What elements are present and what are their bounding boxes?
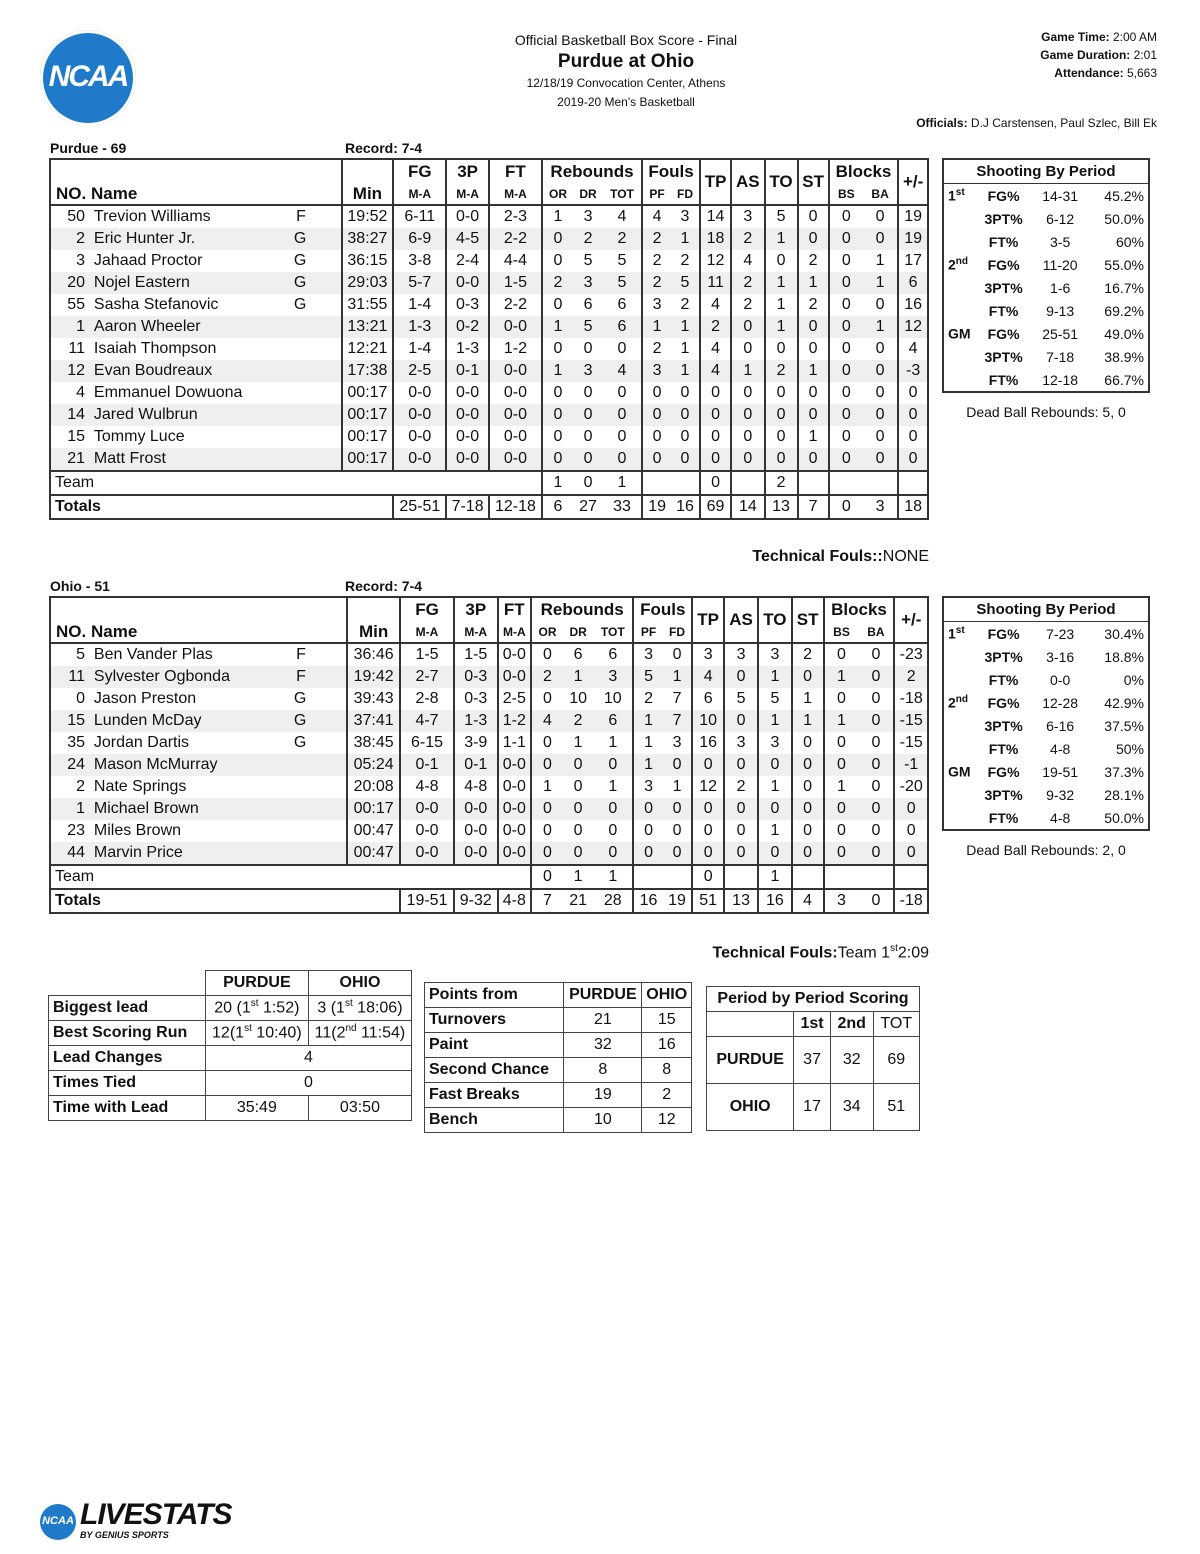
purdue-shooting-by-period: [942, 158, 1150, 393]
col-to: TO: [765, 159, 798, 205]
biggest-lead-label: Biggest lead: [49, 996, 206, 1021]
purdue-record: Record: 7-4: [345, 140, 423, 156]
player-number: 0: [76, 690, 85, 707]
attendance: 5,663: [1126, 66, 1157, 80]
ps-h1: 1st: [794, 1012, 831, 1037]
col-tp: TP: [692, 597, 724, 643]
player-row: 3 Jahaad Proctor G 36:15 3-8 2-4 4-4 0 5 5 2 2 12 4 0 2 0 1 17: [50, 250, 928, 272]
player-number: 14: [67, 406, 85, 423]
player-name: Ben Vander Plas: [93, 646, 213, 663]
col-rebounds: Rebounds: [542, 159, 642, 184]
col-plus-minus: +/-: [901, 610, 922, 629]
sbp-row: 3PT% 9-32 28.1%: [984, 786, 1144, 803]
season-line: 2019-20 Men's Basketball: [557, 95, 695, 109]
player-number: 4: [76, 384, 85, 401]
col-tp: TP: [700, 159, 731, 205]
player-position: G: [293, 712, 307, 729]
sbp-row: FT% 3-5 60%: [988, 233, 1144, 250]
player-number: 24: [67, 756, 85, 773]
ps-purdue-p1: 37: [794, 1037, 831, 1084]
player-number: 3: [76, 252, 85, 269]
gs-col-ohio: OHIO: [308, 971, 411, 996]
pf-col-ohio: OHIO: [642, 983, 692, 1008]
sbp-row: GM FG% 25-51 49.0%: [948, 325, 1144, 342]
col-ft: FT: [498, 597, 531, 622]
sbp-row: 2nd FG% 11-20 55.0%: [948, 256, 1144, 273]
col-as: AS: [724, 597, 758, 643]
team-row-label: Team: [55, 868, 95, 885]
team-row-label: Team: [55, 474, 95, 491]
player-name: Nojel Eastern: [93, 274, 190, 291]
sbp-row: FT% 4-8 50.0%: [988, 809, 1144, 826]
player-number: 21: [67, 450, 85, 467]
col-3p: 3P: [446, 159, 489, 184]
lead-changes-value: 4: [205, 1046, 411, 1071]
col-min: Min: [352, 184, 383, 203]
ps-team-purdue: PURDUE: [707, 1037, 794, 1084]
pf-col-purdue: PURDUE: [564, 983, 642, 1008]
player-name: Sasha Stefanovic: [93, 296, 219, 313]
sbp-row: FT% 0-0 0%: [988, 671, 1144, 688]
player-position: F: [296, 208, 306, 225]
player-row: 0 Jason Preston G 39:43 2-8 0-3 2-5 0 10 10 2 7 6 5 5 1 0 0 -18: [50, 688, 928, 710]
ps-ohio-p1: 17: [794, 1084, 831, 1131]
ohio-heading: Ohio - 51: [50, 578, 110, 594]
points-from-row: Bench 10 12: [425, 1108, 692, 1133]
player-number: 1: [76, 800, 85, 817]
col-st: ST: [792, 597, 824, 643]
ohio-technical-fouls: Technical Fouls:Team 1st2:09: [712, 943, 929, 962]
player-name: Sylvester Ogbonda: [93, 668, 230, 685]
player-row: 5 Ben Vander Plas F 36:46 1-5 1-5 0-0 0 6 6 3 0 3 3 3 2 0 0 -23: [50, 643, 928, 666]
ohio-box-score: Min FG 3P FT Rebounds Fouls TP AS TO ST Blocks +/- NO. Name M-A M-A M-A OR DR TOT PF FD BS BA 5 Ben Vander Plas F 36:46 1-5 1-5 0-0 0 6 6 3 0 3 3 3 2 0 0 -23 11 Sylvester Ogbonda F 19:42 2-7 0-3 0-0 2 1 3 5 1 4 0 1 0 1 0 2 0 Jason Preston G 39:43 2-8 0-3 2-5 0 10 10 2 7 6 5 5 1 0 0 -18 15 Lunden McDay G 37:41 4-7 1-3 1-2 4 2 6 1 7 10 0 1 1 1 0 -15 35 Jordan Dartis G 38:45 6-15 3-9 1-1 0 1 1 1 3 16 3 3 0 0 0 -15 24 Mason McMurray 05:24 0-1 0-1 0-0 0 0 0 1 0 0 0 0 0 0 0 -1 2 Nate Springs 20:08 4-8 4-8 0-0 1 0 1 3 1 12 2 1 0 1 0 -20 1 Michael Brown 00:17 0-0 0-0 0-0 0 0 0 0 0 0 0 0 0 0 0 0 23 Miles Brown 00:47 0-0 0-0 0-0 0 0 0 0 0 0 0 1 0 0 0 0 44 Marvin Price 00:47 0-0 0-0 0-0 0 0 0 0 0 0 0 0 0 0 0 0 Team 0 1 1 0 1 Totals 19-51 9-32 4-8 7 21 28 16 19 51 13 16 4 3 0 -18: [49, 596, 929, 914]
ohio-dead-ball: Dead Ball Rebounds: 2, 0: [966, 842, 1126, 858]
col-to: TO: [758, 597, 792, 643]
player-row: 21 Matt Frost 00:17 0-0 0-0 0-0 0 0 0 0 0 0 0 0 0 0 0 0: [50, 448, 928, 471]
col-min: Min: [359, 622, 389, 641]
player-name: Jared Wulbrun: [93, 406, 198, 423]
sbp-row: 3PT% 1-6 16.7%: [984, 279, 1144, 296]
period-scoring-wrap: [706, 986, 920, 1131]
best-run-label: Best Scoring Run: [49, 1021, 206, 1046]
player-name: Jason Preston: [93, 690, 197, 707]
player-position: F: [296, 668, 306, 685]
player-row: 44 Marvin Price 00:47 0-0 0-0 0-0 0 0 0 0 0 0 0 0 0 0 0 0: [50, 842, 928, 865]
ps-team-ohio: OHIO: [707, 1084, 794, 1131]
sbp-title: Shooting By Period: [943, 159, 1149, 184]
sbp-row: 3PT% 7-18 38.9%: [984, 348, 1144, 365]
sbp-row: FT% 4-8 50%: [988, 740, 1144, 757]
col-fouls: Fouls: [633, 597, 692, 622]
player-number: 1: [76, 318, 85, 335]
purdue-sbp-wrap: [942, 158, 1150, 393]
player-name: Aaron Wheeler: [93, 318, 201, 335]
period-scoring-title: Period by Period Scoring: [707, 987, 920, 1012]
totals-row: Totals 19-51 9-32 4-8 7 21 28 16 19 51 13 16 4 3 0 -18: [50, 889, 928, 913]
officials: Officials: D.J Carstensen, Paul Szlec, Bill Ek: [916, 116, 1157, 130]
player-name: Nate Springs: [93, 778, 187, 795]
page-title: Purdue at Ohio: [557, 51, 695, 72]
game-summary-wrap: [48, 970, 412, 1121]
player-name: Eric Hunter Jr.: [93, 230, 196, 247]
player-name: Miles Brown: [93, 822, 182, 839]
col-name: Name: [90, 184, 138, 203]
col-no: NO.: [56, 622, 87, 641]
player-number: 44: [67, 844, 85, 861]
ps-htot: TOT: [873, 1012, 919, 1037]
game-summary-table: [48, 970, 412, 1121]
player-number: 11: [68, 668, 85, 685]
player-number: 12: [67, 362, 85, 379]
player-row: 15 Lunden McDay G 37:41 4-7 1-3 1-2 4 2 6 1 7 10 0 1 1 1 0 -15: [50, 710, 928, 732]
player-row: 1 Aaron Wheeler 13:21 1-3 0-2 0-0 1 5 6 1 1 2 0 1 0 0 1 12: [50, 316, 928, 338]
ps-h2: 2nd: [830, 1012, 873, 1037]
col-fouls: Fouls: [642, 159, 700, 184]
col-name: Name: [90, 622, 138, 641]
col-fg: FG: [393, 159, 446, 184]
col-blocks: Blocks: [824, 597, 895, 622]
purdue-box-wrap: [49, 158, 929, 520]
player-row: 2 Eric Hunter Jr. G 38:27 6-9 4-5 2-2 0 2 2 2 1 18 2 1 0 0 0 19: [50, 228, 928, 250]
points-from-row: Second Chance 8 8: [425, 1058, 692, 1083]
player-row: 1 Michael Brown 00:17 0-0 0-0 0-0 0 0 0 0 0 0 0 0 0 0 0 0: [50, 798, 928, 820]
sbp-row: 3PT% 6-16 37.5%: [984, 717, 1144, 734]
player-name: Lunden McDay: [93, 712, 202, 729]
player-number: 50: [67, 208, 85, 225]
livestats-sub: BY GENIUS SPORTS: [80, 1530, 169, 1540]
ps-purdue-tot: 69: [873, 1037, 919, 1084]
player-position: G: [293, 230, 307, 247]
player-name: Marvin Price: [93, 844, 183, 861]
points-from-wrap: [424, 982, 692, 1133]
time-lead-label: Time with Lead: [49, 1096, 206, 1121]
player-number: 2: [76, 230, 85, 247]
player-name: Matt Frost: [93, 450, 166, 467]
ncaa-logo: NCAA: [40, 30, 136, 126]
player-row: 35 Jordan Dartis G 38:45 6-15 3-9 1-1 0 1 1 1 3 16 3 3 0 0 0 -15: [50, 732, 928, 754]
purdue-box-score: Min FG 3P FT Rebounds Fouls TP AS TO ST Blocks +/- NO. Name M-A M-A M-A OR DR TOT PF FD BS BA 50 Trevion Williams F 19:52 6-11 0-0 2-3 1 3 4 4 3 14 3 5 0 0 0 19 2 Eric Hunter Jr. G 38:27 6-9 4-5 2-2 0 2 2 2 1 18 2 1 0 0 0 19 3 Jahaad Proctor G 36:15 3-8 2-4 4-4 0 5 5 2 2 12 4 0 2 0 1 17 20 Nojel Eastern G 29:03 5-7 0-0 1-5 2 3 5 2 5 11 2 1 1 0 1 6 55 Sasha Stefanovic G 31:55 1-4 0-3 2-2 0 6 6 3 2 4 2 1 2 0 0 16 1 Aaron Wheeler 13:21 1-3 0-2 0-0 1 5 6 1 1 2 0 1 0 0 1 12 11 Isaiah Thompson 12:21 1-4 1-3 1-2 0 0 0 2 1 4 0 0 0 0 0 4 12 Evan Boudreaux 17:38 2-5 0-1 0-0 1 3 4 3 1 4 1 2 1 0 0 -3 4 Emmanuel Dowuona 00:17 0-0 0-0 0-0 0 0 0 0 0 0 0 0 0 0 0 0 14 Jared Wulbrun 00:17 0-0 0-0 0-0 0 0 0 0 0 0 0 0 0 0 0 0 15 Tommy Luce 00:17 0-0 0-0 0-0 0 0 0 0 0 0 0 0 1 0 0 0 21 Matt Frost 00:17 0-0 0-0 0-0 0 0 0 0 0 0 0 0 0 0 0 0 Team 1 0 1 0 2 Totals 25-51 7-18 12-18 6 27 33 19 16 69 14 13 7 0 3 18: [49, 158, 929, 520]
player-row: 15 Tommy Luce 00:17 0-0 0-0 0-0 0 0 0 0 0 0 0 0 1 0 0 0: [50, 426, 928, 448]
points-from-row: Fast Breaks 19 2: [425, 1083, 692, 1108]
best-run-ohio: 11(2nd 11:54): [308, 1021, 411, 1046]
player-number: 55: [67, 296, 85, 313]
ps-purdue-p2: 32: [830, 1037, 873, 1084]
sbp-row: GM FG% 19-51 37.3%: [948, 763, 1144, 780]
player-row: 23 Miles Brown 00:47 0-0 0-0 0-0 0 0 0 0 0 0 0 1 0 0 0 0: [50, 820, 928, 842]
col-rebounds: Rebounds: [531, 597, 633, 622]
sbp-row: 3PT% 3-16 18.8%: [984, 648, 1144, 665]
player-name: Mason McMurray: [93, 756, 218, 773]
sbp-row: FT% 9-13 69.2%: [988, 302, 1144, 319]
player-name: Trevion Williams: [93, 208, 211, 225]
points-from-table: [424, 982, 692, 1133]
totals-label: Totals: [50, 889, 347, 913]
sbp-row: FT% 12-18 66.7%: [988, 371, 1144, 388]
player-name: Tommy Luce: [93, 428, 185, 445]
points-from-title: Points from: [425, 983, 564, 1008]
player-number: 2: [76, 778, 85, 795]
player-row: 55 Sasha Stefanovic G 31:55 1-4 0-3 2-2 0 6 6 3 2 4 2 1 2 0 0 16: [50, 294, 928, 316]
player-row: 12 Evan Boudreaux 17:38 2-5 0-1 0-0 1 3 4 3 1 4 1 2 1 0 0 -3: [50, 360, 928, 382]
period-scoring-table: [706, 986, 920, 1131]
box-score-subtitle: Official Basketball Box Score - Final: [514, 32, 738, 48]
game-duration: 2:01: [1133, 48, 1157, 62]
player-row: 50 Trevion Williams F 19:52 6-11 0-0 2-3 1 3 4 4 3 14 3 5 0 0 0 19: [50, 205, 928, 228]
col-no: NO.: [56, 184, 87, 203]
points-from-row: Paint 32 16: [425, 1033, 692, 1058]
player-position: G: [293, 734, 307, 751]
sbp-row: 1st FG% 14-31 45.2%: [948, 187, 1144, 204]
ohio-shooting-by-period: [942, 596, 1150, 831]
ps-ohio-p2: 34: [830, 1084, 873, 1131]
purdue-technical-fouls: Technical Fouls::NONE: [752, 548, 929, 565]
lead-changes-label: Lead Changes: [49, 1046, 206, 1071]
livestats-brand: LIVESTATS: [80, 1498, 232, 1531]
player-row: 20 Nojel Eastern G 29:03 5-7 0-0 1-5 2 3 5 2 5 11 2 1 1 0 1 6: [50, 272, 928, 294]
player-row: 14 Jared Wulbrun 00:17 0-0 0-0 0-0 0 0 0 0 0 0 0 0 0 0 0 0: [50, 404, 928, 426]
sbp-title: Shooting By Period: [943, 597, 1149, 622]
col-ft: FT: [489, 159, 542, 184]
time-lead-purdue: 35:49: [205, 1096, 308, 1121]
ohio-record: Record: 7-4: [345, 578, 423, 594]
col-st: ST: [798, 159, 829, 205]
ncaa-small-logo: NCAA: [40, 1504, 76, 1540]
ohio-box-wrap: [49, 596, 929, 914]
player-position: G: [293, 274, 307, 291]
player-position: G: [293, 252, 307, 269]
game-time: 2:00 AM: [1112, 30, 1157, 44]
player-name: Jordan Dartis: [93, 734, 190, 751]
col-as: AS: [731, 159, 764, 205]
player-name: Evan Boudreaux: [93, 362, 213, 379]
sbp-row: 3PT% 6-12 50.0%: [984, 210, 1144, 227]
ps-ohio-tot: 51: [873, 1084, 919, 1131]
points-from-row: Turnovers 21 15: [425, 1008, 692, 1033]
player-number: 15: [67, 428, 85, 445]
player-position: G: [293, 690, 307, 707]
totals-row: Totals 25-51 7-18 12-18 6 27 33 19 16 69 14 13 7 0 3 18: [50, 495, 928, 519]
player-number: 15: [67, 712, 85, 729]
purdue-heading: Purdue - 69: [50, 140, 127, 156]
livestats-logo: [40, 1498, 232, 1542]
biggest-lead-ohio: 3 (1st 18:06): [308, 996, 411, 1021]
col-fg: FG: [400, 597, 454, 622]
col-blocks: Blocks: [829, 159, 899, 184]
player-number: 35: [67, 734, 85, 751]
best-run-purdue: 12(1st 10:40): [205, 1021, 308, 1046]
player-row: 2 Nate Springs 20:08 4-8 4-8 0-0 1 0 1 3 1 12 2 1 0 1 0 -20: [50, 776, 928, 798]
game-info: Game Time: 2:00 AM Game Duration: 2:01 Attendance: 5,663: [1040, 30, 1157, 80]
player-number: 5: [76, 646, 85, 663]
player-row: 4 Emmanuel Dowuona 00:17 0-0 0-0 0-0 0 0 0 0 0 0 0 0 0 0 0 0: [50, 382, 928, 404]
times-tied-value: 0: [205, 1071, 411, 1096]
sbp-row: 2nd FG% 12-28 42.9%: [948, 694, 1144, 711]
col-plus-minus: +/-: [902, 172, 924, 191]
player-position: G: [293, 296, 307, 313]
player-number: 20: [67, 274, 85, 291]
player-name: Michael Brown: [93, 800, 199, 817]
purdue-dead-ball: Dead Ball Rebounds: 5, 0: [966, 404, 1126, 420]
col-3p: 3P: [454, 597, 498, 622]
player-name: Isaiah Thompson: [93, 340, 217, 357]
ohio-sbp-wrap: [942, 596, 1150, 831]
player-number: 11: [68, 340, 85, 357]
player-name: Jahaad Proctor: [93, 252, 203, 269]
player-number: 23: [67, 822, 85, 839]
player-row: 24 Mason McMurray 05:24 0-1 0-1 0-0 0 0 0 1 0 0 0 0 0 0 0 -1: [50, 754, 928, 776]
player-row: 11 Isaiah Thompson 12:21 1-4 1-3 1-2 0 0 0 2 1 4 0 0 0 0 0 4: [50, 338, 928, 360]
biggest-lead-purdue: 20 (1st 1:52): [205, 996, 308, 1021]
sbp-row: 1st FG% 7-23 30.4%: [948, 625, 1144, 642]
gs-col-purdue: PURDUE: [205, 971, 308, 996]
player-row: 11 Sylvester Ogbonda F 19:42 2-7 0-3 0-0 2 1 3 5 1 4 0 1 0 1 0 2: [50, 666, 928, 688]
time-lead-ohio: 03:50: [308, 1096, 411, 1121]
player-name: Emmanuel Dowuona: [93, 384, 243, 401]
totals-label: Totals: [50, 495, 342, 519]
player-position: F: [296, 646, 306, 663]
times-tied-label: Times Tied: [49, 1071, 206, 1096]
venue-line: 12/18/19 Convocation Center, Athens: [526, 76, 726, 90]
